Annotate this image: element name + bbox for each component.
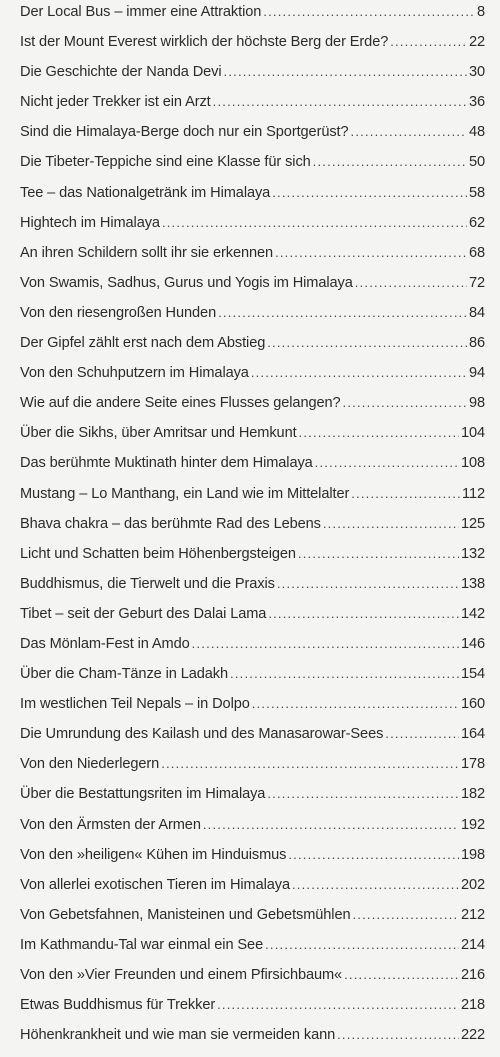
- toc-entry: [20, 455, 485, 485]
- toc-entry-page-number: 178: [460, 756, 485, 773]
- dot-leader: [252, 696, 459, 711]
- toc-entry-title: Von den riesengroßen Hunden: [20, 304, 217, 321]
- dot-leader: [161, 756, 459, 771]
- dot-leader: [217, 997, 459, 1012]
- toc-entry: [20, 34, 485, 64]
- toc-entry-page-number: 36: [468, 94, 485, 111]
- toc-entry-title: Nicht jeder Trekker ist ein Arzt: [20, 94, 211, 111]
- toc-entry-title: Von Swamis, Sadhus, Gurus und Yogis im Himalaya: [20, 274, 353, 291]
- dot-leader: [265, 937, 459, 952]
- toc-entry: [20, 215, 485, 245]
- toc-entry-page-number: 218: [460, 997, 485, 1014]
- toc-entry: [20, 185, 485, 215]
- toc-entry-title: Von den »Vier Freunden und einem Pfirsichbaum«: [20, 967, 343, 983]
- toc-entry-title: Etwas Buddhismus für Trekker: [20, 997, 216, 1014]
- toc-entry: [20, 64, 485, 94]
- dot-leader: [343, 395, 467, 410]
- dot-leader: [313, 154, 467, 169]
- toc-entry: [20, 546, 485, 576]
- toc-entry-title: Sind die Himalaya-Berge doch nur ein Sportgerüst?: [20, 124, 349, 141]
- toc-entry: [20, 154, 485, 184]
- toc-entry-title: Die Geschichte der Nanda Devi: [20, 64, 222, 81]
- toc-entry: [20, 305, 485, 335]
- toc-entry: [20, 636, 485, 666]
- toc-entry: [20, 576, 485, 606]
- toc-entry-title: Im westlichen Teil Nepals – in Dolpo: [20, 696, 250, 713]
- toc-entry: [20, 937, 485, 967]
- toc-entry-title: Von den Ärmsten der Armen: [20, 816, 201, 833]
- toc-entry: [20, 847, 485, 877]
- toc-entry-page-number: 216: [460, 967, 485, 983]
- toc-entry-page-number: 98: [468, 395, 485, 412]
- toc-entry-title: Ist der Mount Everest wirklich der höchste Berg der Erde?: [20, 34, 389, 51]
- dot-leader: [213, 94, 467, 109]
- dot-leader: [355, 275, 467, 290]
- toc-entry: [20, 275, 485, 305]
- toc-entry-title: Bhava chakra – das berühmte Rad des Lebens: [20, 515, 321, 532]
- toc-entry-page-number: 160: [460, 696, 485, 713]
- toc-entry-page-number: 50: [468, 154, 485, 171]
- dot-leader: [298, 546, 459, 561]
- toc-entry-page-number: 125: [460, 515, 485, 532]
- toc-entry-title: Wie auf die andere Seite eines Flusses gelangen?: [20, 395, 341, 412]
- toc-entry-title: Mustang – Lo Manthang, ein Land wie im Mittelalter: [20, 485, 350, 502]
- table-of-contents: [20, 4, 485, 1057]
- toc-entry-title: Licht und Schatten beim Höhenbergsteigen: [20, 545, 296, 562]
- toc-entry-page-number: 164: [460, 726, 485, 743]
- toc-entry-page-number: 84: [468, 304, 485, 321]
- toc-entry: [20, 516, 485, 546]
- dot-leader: [218, 305, 467, 320]
- toc-entry-title: Von allerlei exotischen Tieren im Himalaya: [20, 876, 290, 893]
- toc-entry: [20, 817, 485, 847]
- toc-entry: [20, 486, 485, 516]
- toc-entry-page-number: 146: [460, 635, 485, 652]
- dot-leader: [162, 215, 467, 230]
- toc-entry-page-number: 212: [460, 906, 485, 923]
- toc-entry-title: Die Tibeter-Teppiche sind eine Klasse für sich: [20, 154, 311, 171]
- toc-entry: [20, 425, 485, 455]
- toc-entry-title: Über die Cham-Tänze in Ladakh: [20, 666, 229, 683]
- toc-entry-page-number: 22: [468, 34, 485, 51]
- toc-entry-title: Über die Sikhs, über Amritsar und Hemkunt: [20, 425, 297, 442]
- toc-entry-page-number: 104: [460, 425, 485, 442]
- toc-entry-title: Die Umrundung des Kailash und des Manasarowar-Sees: [20, 726, 384, 743]
- toc-entry-page-number: 112: [462, 485, 485, 502]
- dot-leader: [390, 34, 467, 49]
- toc-entry-title: Von Gebetsfahnen, Manisteinen und Gebetsmühlen: [20, 906, 351, 923]
- toc-entry-title: Hightech im Himalaya: [20, 214, 160, 231]
- toc-entry-title: Buddhismus, die Tierwelt und die Praxis: [20, 575, 275, 592]
- dot-leader: [268, 606, 459, 621]
- toc-entry: [20, 696, 485, 726]
- toc-entry-page-number: 142: [460, 605, 485, 622]
- toc-entry: [20, 606, 485, 636]
- toc-entry: [20, 365, 485, 395]
- toc-entry-title: Tibet – seit der Geburt des Dalai Lama: [20, 605, 267, 622]
- dot-leader: [267, 786, 459, 801]
- toc-entry-title: Von den Schuhputzern im Himalaya: [20, 365, 249, 382]
- toc-entry-page-number: 192: [460, 816, 485, 833]
- dot-leader: [344, 967, 459, 982]
- dot-leader: [352, 907, 458, 922]
- dot-leader: [272, 185, 467, 200]
- dot-leader: [267, 335, 467, 350]
- toc-entry-page-number: 202: [460, 876, 485, 893]
- toc-entry-page-number: 58: [468, 184, 485, 201]
- dot-leader: [351, 124, 467, 139]
- dot-leader: [288, 847, 459, 862]
- toc-entry-page-number: 108: [460, 455, 485, 472]
- toc-entry-page-number: 8: [476, 4, 485, 20]
- toc-entry-title: Der Local Bus – immer eine Attraktion: [20, 4, 262, 20]
- dot-leader: [299, 425, 459, 440]
- dot-leader: [351, 486, 460, 501]
- toc-entry-page-number: 94: [468, 365, 485, 382]
- toc-entry: [20, 756, 485, 786]
- dot-leader: [385, 726, 459, 741]
- dot-leader: [315, 455, 459, 470]
- toc-entry-page-number: 182: [460, 786, 485, 803]
- toc-entry-page-number: 86: [468, 335, 485, 352]
- toc-entry: [20, 666, 485, 696]
- toc-entry-title: Im Kathmandu-Tal war einmal ein See: [20, 936, 264, 953]
- toc-entry: [20, 786, 485, 816]
- toc-entry-title: Der Gipfel zählt erst nach dem Abstieg: [20, 335, 266, 352]
- dot-leader: [192, 636, 459, 651]
- toc-entry: [20, 726, 485, 756]
- toc-entry-title: Über die Bestattungsriten im Himalaya: [20, 786, 266, 803]
- toc-entry-page-number: 154: [460, 666, 485, 683]
- dot-leader: [337, 1027, 459, 1042]
- toc-entry: [20, 395, 485, 425]
- dot-leader: [292, 877, 459, 892]
- toc-entry-title: Von den »heiligen« Kühen im Hinduismus: [20, 846, 287, 863]
- dot-leader: [263, 4, 475, 19]
- dot-leader: [275, 245, 467, 260]
- toc-entry-page-number: 138: [460, 575, 485, 592]
- toc-entry-title: Das berühmte Muktinath hinter dem Himalaya: [20, 455, 313, 472]
- dot-leader: [323, 516, 459, 531]
- toc-entry-title: Das Mönlam-Fest in Amdo: [20, 635, 190, 652]
- toc-entry-page-number: 132: [460, 545, 485, 562]
- dot-leader: [251, 365, 467, 380]
- toc-entry: [20, 4, 485, 34]
- toc-entry-page-number: 72: [468, 274, 485, 291]
- toc-entry-title: Von den Niederlegern: [20, 756, 160, 773]
- toc-entry-page-number: 222: [460, 1027, 485, 1044]
- toc-entry-page-number: 198: [460, 846, 485, 863]
- toc-entry: [20, 997, 485, 1027]
- toc-entry: [20, 967, 485, 997]
- toc-entry-page-number: 62: [468, 214, 485, 231]
- toc-entry-title: Tee – das Nationalgetränk im Himalaya: [20, 184, 271, 201]
- toc-entry: [20, 1027, 485, 1057]
- toc-entry-title: Höhenkrankheit und wie man sie vermeiden kann: [20, 1027, 336, 1044]
- toc-entry-page-number: 68: [468, 244, 485, 261]
- toc-entry: [20, 245, 485, 275]
- toc-entry-title: An ihren Schildern sollt ihr sie erkennen: [20, 244, 274, 261]
- toc-entry: [20, 94, 485, 124]
- toc-entry-page-number: 30: [468, 64, 485, 81]
- toc-entry: [20, 124, 485, 154]
- toc-entry-page-number: 214: [460, 936, 485, 953]
- toc-entry: [20, 877, 485, 907]
- toc-entry: [20, 335, 485, 365]
- toc-entry: [20, 907, 485, 937]
- dot-leader: [224, 64, 467, 79]
- dot-leader: [203, 817, 459, 832]
- dot-leader: [277, 576, 459, 591]
- toc-entry-page-number: 48: [468, 124, 485, 141]
- dot-leader: [230, 666, 459, 681]
